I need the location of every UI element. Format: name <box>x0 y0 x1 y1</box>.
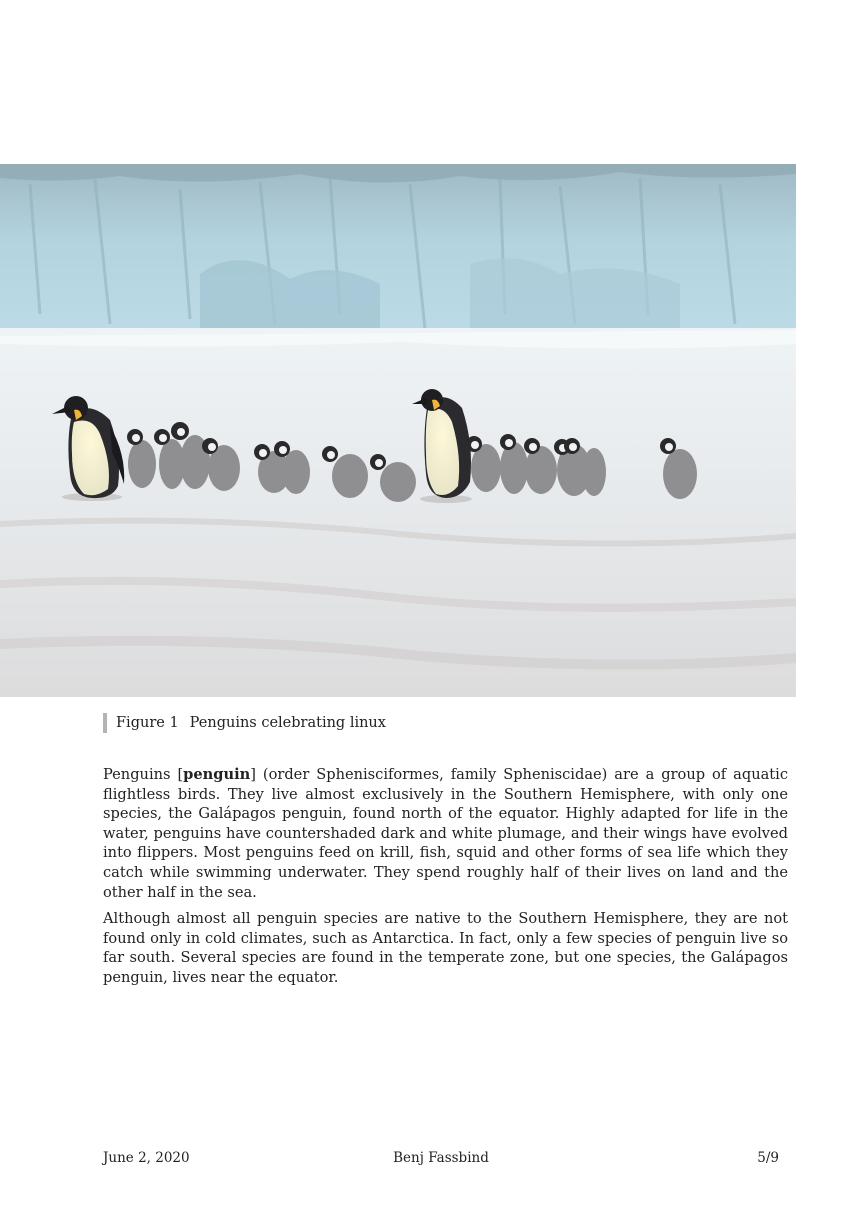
paragraph-1-before: Penguins [ <box>103 766 184 783</box>
footer-page-number: 5/9 <box>757 1150 779 1166</box>
paragraph-1-after: ] (order Sphenisciformes, family Spheniscidae) are a group of aquatic flightless birds. They live almost exclusively in the Southern Hemisphere, with only one species, the Galápagos penguin, found north of the equator. Highly adapted for life in the water, penguins have countershaded dark and white plumage, and their wings have evolved into flippers. Most penguins feed on krill, fish, squid and other forms of sea life which they catch while swimming underwater. They spend roughly half of their lives on land and the other half in the sea. <box>103 766 788 901</box>
figure-caption-text: Penguins celebrating linux <box>189 715 386 731</box>
paragraph-2: Although almost all penguin species are native to the Southern Hemisphere, they are not found only in cold climates, such as Antarctica. In fact, only a few species of penguin live so far south. Several species are found in the temperate zone, but one species, the Galápagos penguin, lives near the equator. <box>103 910 788 986</box>
paragraph-1 <box>103 765 788 902</box>
page-footer <box>103 1149 779 1167</box>
body-text <box>103 765 788 995</box>
figure-caption <box>103 713 386 733</box>
footer-date: June 2, 2020 <box>103 1150 190 1166</box>
penguin-photo <box>0 164 796 697</box>
footer-author: Benj Fassbind <box>393 1150 489 1166</box>
paragraph-1-bold-term: penguin <box>183 766 251 783</box>
figure-number: Figure 1 <box>116 715 179 731</box>
